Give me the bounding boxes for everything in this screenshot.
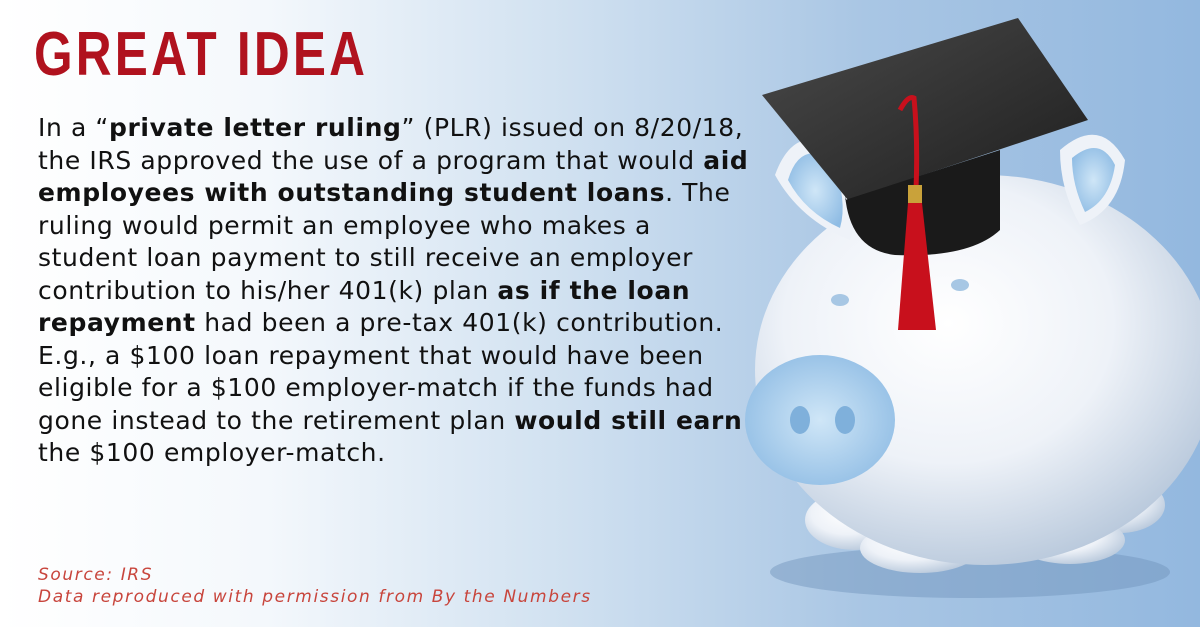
body-paragraph [38,112,758,470]
pig-eye-right [951,279,969,291]
pig-nostril-right [835,406,855,434]
body-text-1: In a “ [38,113,109,142]
source-line: Source: IRS [38,565,154,585]
pig-snout [745,355,895,485]
body-text-2: ” (PLR) issued on 8/20/18, the IRS approved the use of a program that would [38,113,744,175]
body-text-4: had been a pre-tax 401(k) contribution. E.g., a $100 loan repayment that would have been eligible for a $100 employer-match if the funds had gone instead to the retirement plan [38,308,724,435]
pig-eye-left [831,294,849,306]
permission-line: Data reproduced with permission from By the Numbers [38,587,592,607]
source-credits [38,564,592,608]
body-bold-2: aid employees with outstanding student loans [38,145,749,207]
body-text-3: . The ruling would permit an employee who makes a student loan payment to still receive an employer contribution to his/her 401(k) plan [38,178,731,305]
body-bold-3: as if the loan repayment [38,275,691,337]
pig-nostril-left [790,406,810,434]
headline: GREAT IDEA [34,20,369,89]
body-bold-4: would still earn [514,405,743,435]
cap-tassel-clasp [908,185,922,203]
body-bold-1: private letter ruling [108,113,402,142]
body-text-5: the $100 employer-match. [38,438,386,467]
piggy-bank-illustration [700,0,1200,627]
